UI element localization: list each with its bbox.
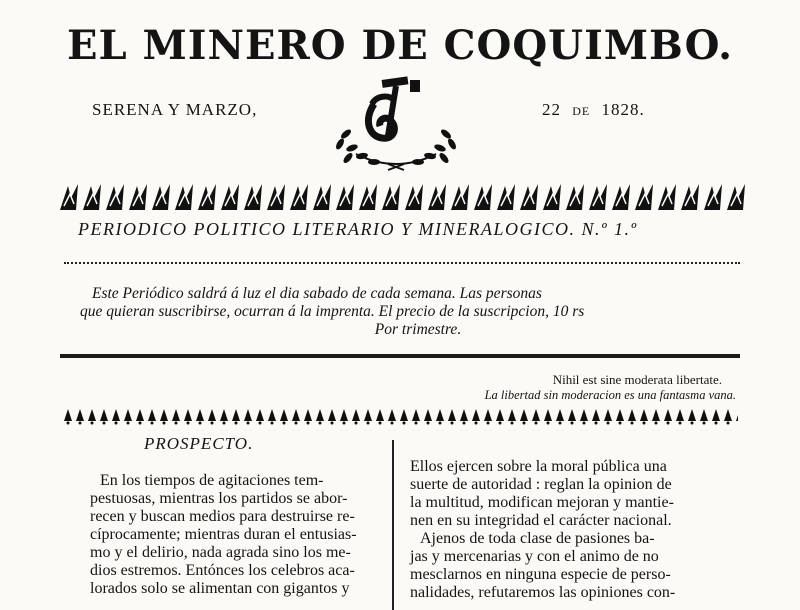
ornamental-divider-icon: [62, 405, 738, 425]
right-line: Ajenos de toda clase de pasiones ba-: [420, 530, 655, 547]
motto-spanish: La libertad sin moderacion es una fantasma vana.: [484, 388, 736, 402]
dateline-de: DE: [572, 104, 591, 118]
notice-line-3: Por trimestre.: [374, 321, 462, 338]
left-line: recen y buscan medios para destruirse re-: [90, 508, 355, 525]
newspaper-subtitle: PERIODICO POLITICO LITERARIO Y MINERALOGICO. N.º 1.º: [78, 219, 638, 239]
dateline-date: [542, 100, 645, 120]
right-line: nen en su integridad el carácter nacional.: [410, 512, 672, 529]
motto-latin: Nihil est sine moderata libertate.: [552, 372, 722, 387]
right-line: suerte de autoridad : reglan la opinion de: [410, 476, 672, 493]
dateline-day: 22: [542, 100, 561, 119]
left-line: En los tiempos de agitaciones tem-: [100, 472, 324, 489]
dotted-divider: [64, 262, 740, 264]
left-line: cíprocamente; mientras duran el entusias-: [90, 526, 357, 543]
notice-line-2: que quieran suscribirse, ocurran á la imprenta. El precio de la suscripcion, 10 rs: [80, 303, 585, 320]
masthead-title: EL MINERO DE COQUIMBO.: [66, 22, 734, 69]
article-right-column: [410, 458, 740, 602]
right-line: Ellos ejercen sobre la moral pública una: [410, 458, 667, 475]
left-line: lorados solo se alimentan con gigantos y: [90, 580, 350, 597]
article-heading: PROSPECTO.: [144, 434, 254, 453]
thick-rule: [60, 354, 740, 358]
right-line: nalidades, refutaremos las opiniones con-: [410, 584, 676, 601]
right-line: jas y mercenarias y con el animo de no: [410, 548, 659, 565]
subscription-notice: [80, 285, 744, 339]
left-line: dios estremos. Entónces los celebros aca-: [90, 562, 355, 579]
notice-line-1: Este Periódico saldrá á luz el dia sabado de cada semana. Las personas: [92, 285, 542, 302]
dateline-year: 1828.: [601, 100, 645, 119]
right-line: la multitud, modifican mejoran y mantie-: [410, 494, 674, 511]
left-line: mo y el delirio, nada agrada sino los me-: [90, 544, 351, 561]
right-line: mesclarnos en ninguna especie de perso-: [410, 566, 671, 583]
left-line: pestuosas, mientras los partidos se abor-: [90, 490, 348, 507]
column-divider: [392, 440, 394, 610]
ornamental-border-icon: [58, 180, 748, 214]
article-left-column: [90, 472, 378, 598]
hand-hammer-emblem-icon: [326, 74, 466, 174]
dateline-place: SERENA Y MARZO,: [92, 100, 258, 119]
